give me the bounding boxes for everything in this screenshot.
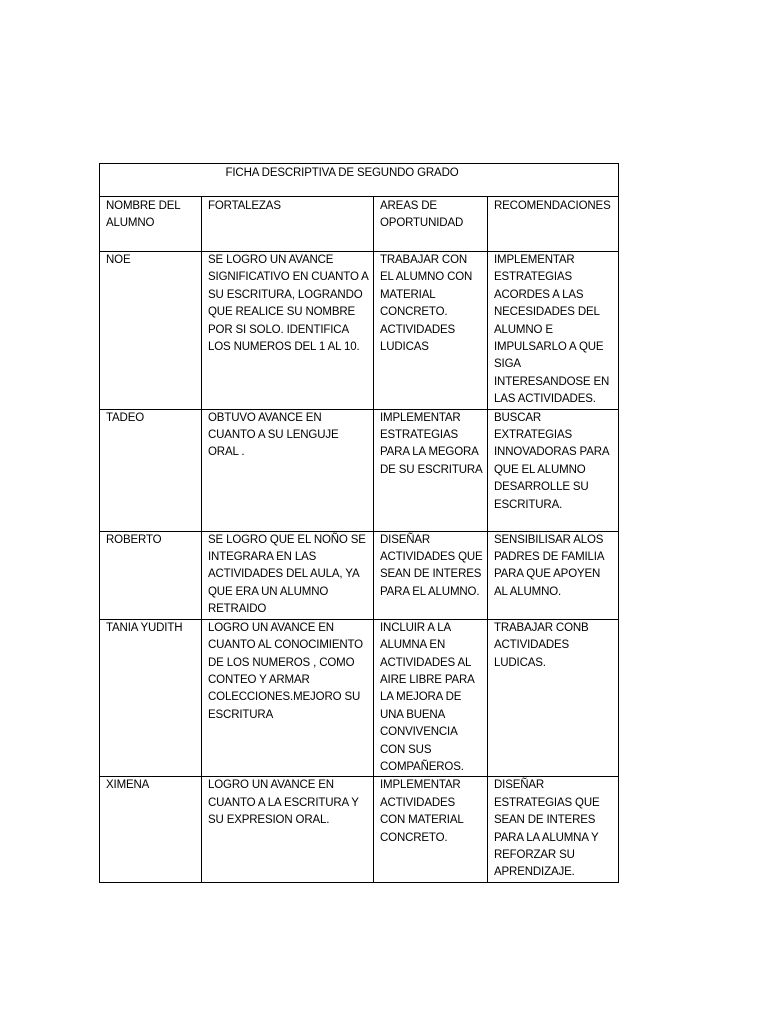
table-row	[100, 619, 619, 777]
areas-cell: IMPLEMENTAR ACTIVIDADES CON MATERIAL CONCRETO.	[374, 777, 488, 882]
table-title-row	[100, 164, 619, 197]
student-name: ROBERTO	[100, 531, 202, 619]
student-name: NOE	[100, 252, 202, 410]
header-recomendaciones: RECOMENDACIONES	[488, 197, 619, 252]
fortalezas-cell: LOGRO UN AVANCE EN CUANTO AL CONOCIMIENTO DE LOS NUMEROS , COMO CONTEO Y ARMAR COLECCIONES.MEJORO SU ESCRITURA	[202, 619, 374, 777]
document-page	[99, 163, 618, 883]
fortalezas-cell: OBTUVO AVANCE EN CUANTO A SU LENGUJE ORAL .	[202, 409, 374, 531]
table-row	[100, 409, 619, 531]
areas-cell: TRABAJAR CON EL ALUMNO CON MATERIAL CONCRETO. ACTIVIDADES LUDICAS	[374, 252, 488, 410]
header-fortalezas: FORTALEZAS	[202, 197, 374, 252]
header-nombre: NOMBRE DEL ALUMNO	[100, 197, 202, 252]
student-name: TADEO	[100, 409, 202, 531]
student-name: TANIA YUDITH	[100, 619, 202, 777]
table-row	[100, 531, 619, 619]
header-areas: AREAS DE OPORTUNIDAD	[374, 197, 488, 252]
fortalezas-cell: SE LOGRO UN AVANCE SIGNIFICATIVO EN CUANTO A SU ESCRITURA, LOGRANDO QUE REALICE SU NOMBRE POR SI SOLO. IDENTIFICA LOS NUMEROS DEL 1 AL 10.	[202, 252, 374, 410]
fortalezas-cell: LOGRO UN AVANCE EN CUANTO A LA ESCRITURA Y SU EXPRESION ORAL.	[202, 777, 374, 882]
recomendaciones-cell: TRABAJAR CONB ACTIVIDADES LUDICAS.	[488, 619, 619, 777]
areas-cell: DISEÑAR ACTIVIDADES QUE SEAN DE INTERES PARA EL ALUMNO.	[374, 531, 488, 619]
recomendaciones-cell: BUSCAR EXTRATEGIAS INNOVADORAS PARA QUE EL ALUMNO DESARROLLE SU ESCRITURA.	[488, 409, 619, 531]
table-title: FICHA DESCRIPTIVA DE SEGUNDO GRADO	[100, 164, 619, 197]
recomendaciones-cell: DISEÑAR ESTRATEGIAS QUE SEAN DE INTERES PARA LA ALUMNA Y REFORZAR SU APRENDIZAJE.	[488, 777, 619, 882]
recomendaciones-cell: SENSIBILISAR ALOS PADRES DE FAMILIA PARA QUE APOYEN AL ALUMNO.	[488, 531, 619, 619]
table-header-row	[100, 197, 619, 252]
fortalezas-cell: SE LOGRO QUE EL NOÑO SE INTEGRARA EN LAS ACTIVIDADES DEL AULA, YA QUE ERA UN ALUMNO RETRAIDO	[202, 531, 374, 619]
table-row	[100, 777, 619, 882]
areas-cell: INCLUIR A LA ALUMNA EN ACTIVIDADES AL AIRE LIBRE PARA LA MEJORA DE UNA BUENA CONVIVENCIA CON SUS COMPAÑEROS.	[374, 619, 488, 777]
areas-cell: IMPLEMENTAR ESTRATEGIAS PARA LA MEGORA DE SU ESCRITURA	[374, 409, 488, 531]
student-name: XIMENA	[100, 777, 202, 882]
recomendaciones-cell: IMPLEMENTAR ESTRATEGIAS ACORDES A LAS NECESIDADES DEL ALUMNO E IMPULSARLO A QUE SIGA INTERESANDOSE EN LAS ACTIVIDADES.	[488, 252, 619, 410]
descriptive-table	[99, 163, 619, 883]
table-row	[100, 252, 619, 410]
